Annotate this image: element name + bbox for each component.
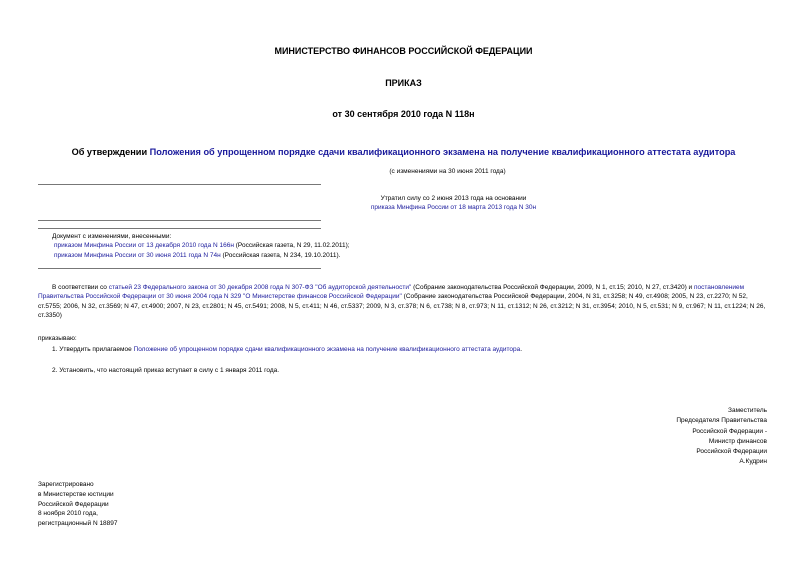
registration-line: Зарегистрировано (38, 481, 94, 488)
divider (38, 268, 321, 269)
changes-header: Документ с изменениями, внесенными: (52, 233, 172, 240)
doc-title (0, 147, 807, 157)
void-note (200, 194, 707, 212)
regulation-link[interactable]: Положение об упрощенном порядке сдачи квалификационного экзамена на получение квалификационного аттестата аудитора (133, 346, 521, 353)
signature-line: А.Кудрин (739, 458, 767, 466)
registration-block (38, 480, 118, 529)
order-item-2: 2. Установить, что настоящий приказ вступает в силу с 1 января 2011 года. (52, 367, 280, 374)
preamble-text: (Собрание законодательства Российской Федерации, 2004, N 31, ст.3258; N 49, ст.4908; 2005, N 23, ст.2270; N 52, ст.5755; 2006, N 32, ст.3569; N 47, ст.4900; 2007, N 23, ст.2801; N 45, ст.5491; 2008, N 5, ст.411; N 46, ст.5337; 2009, N 3, ст.378; N 6, ст.738; N 8, ст.973; N 11, ст.1312; N 26, ст.3212; N 31, ст.3954; 2010, N 5, ст.531; N 9, ст.967; N 11, ст.1224; N 26, ст.3350) (38, 293, 766, 320)
title-link[interactable]: Положения об упрощенном порядке сдачи квалификационного экзамена на получение квалификационного аттестата аудитора (149, 147, 736, 157)
decree-link[interactable]: постановлением Правительства Российской Федерации от 30 июня 2004 года N 329 "О Министерстве финансов Российской Федерации" (38, 284, 745, 301)
title-prefix: Об утверждении (71, 147, 150, 157)
changes-item-tail: (Российская газета, N 234, 19.10.2011). (220, 251, 341, 259)
order-item-text: . (520, 346, 523, 353)
registration-line: Российской Федерации (38, 500, 109, 508)
law-link[interactable]: статьей 23 Федерального закона от 30 декабря 2008 года N 307-ФЗ "Об аудиторской деятельности" (108, 284, 412, 291)
order-item-1 (52, 345, 772, 354)
changes-item (52, 251, 752, 260)
registration-line: регистрационный N 18897 (38, 520, 118, 528)
signature-line: Министр финансов (708, 437, 767, 445)
amend-note-text: (с изменениями на 30 июня 2011 года) (389, 168, 506, 175)
doc-type-heading: ПРИКАЗ (385, 78, 422, 88)
divider (38, 184, 321, 185)
signature-line: Российской Федерации (696, 448, 767, 456)
registration-line: 8 ноября 2010 года, (38, 510, 98, 518)
changes-item-tail: (Российская газета, N 29, 11.02.2011); (233, 242, 350, 250)
registration-line: в Министерстве юстиции (38, 490, 114, 498)
signature-line: Заместитель (728, 407, 767, 414)
preamble (38, 283, 770, 321)
doc-date: от 30 сентября 2010 года N 118н (332, 109, 475, 119)
signature-block (597, 406, 767, 468)
void-note-text: Утратил силу со 2 июня 2013 года на основании (380, 195, 527, 202)
changes-block (52, 232, 752, 260)
amend-note (0, 167, 807, 176)
signature-line: Российской Федерации - (692, 427, 767, 435)
divider (38, 220, 321, 221)
preamble-text: В соответствии со (52, 284, 109, 291)
ministry-heading: МИНИСТЕРСТВО ФИНАНСОВ РОССИЙСКОЙ ФЕДЕРАЦИИ (274, 46, 533, 56)
changes-item-link[interactable]: приказом Минфина России от 30 июня 2011 года N 74н (54, 251, 221, 259)
divider (38, 228, 321, 229)
signature-line: Председателя Правительства (676, 417, 767, 425)
void-note-link[interactable]: приказа Минфина России от 18 марта 2013 года N 30н (370, 204, 537, 211)
orders-label: приказываю: (38, 335, 77, 342)
changes-item-link[interactable]: приказом Минфина России от 13 декабря 2010 года N 166н (54, 242, 234, 250)
preamble-text: (Собрание законодательства Российской Федерации, 2009, N 1, ст.15; 2010, N 27, ст.3420) и (411, 284, 694, 291)
changes-item (52, 241, 752, 250)
order-item-text: 1. Утвердить прилагаемое (52, 346, 134, 353)
